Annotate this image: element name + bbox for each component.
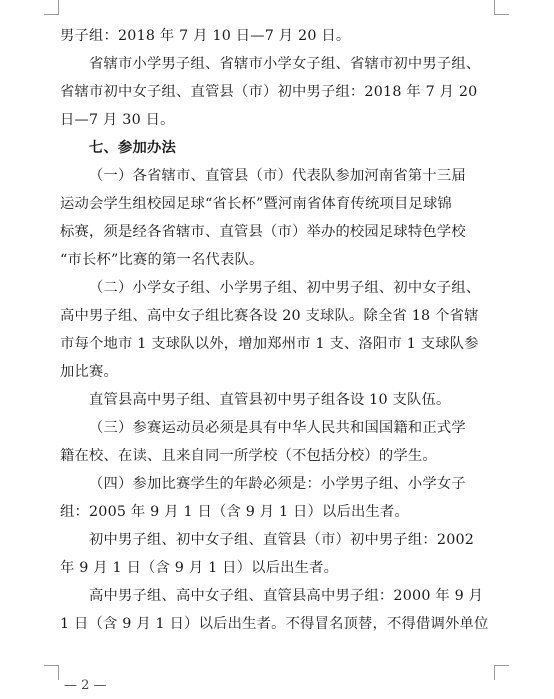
text-line: （一）各省辖市、直管县（市）代表队参加河南省第十三届: [89, 168, 466, 184]
text-line: （二）小学女子组、小学男子组、初中男子组、初中女子组、: [89, 280, 481, 296]
text-line: 日—7 月 30 日。: [60, 112, 175, 128]
text-line: （四）参加比赛学生的年龄必须是：小学男子组、小学女子: [89, 476, 466, 492]
corner-mark-top-left: [44, 0, 59, 15]
text-line: 省辖市初中女子组、直管县（市）初中男子组：2018 年 7 月 20: [60, 84, 478, 100]
text-line: 运动会学生组校园足球“省长杯”暨河南省体育传统项目足球锦: [60, 196, 452, 212]
text-line: 市每个地市 1 支球队以外，增加郑州市 1 支、洛阳市 1 支球队参: [60, 336, 479, 352]
text-line: 省辖市小学男子组、省辖市小学女子组、省辖市初中男子组、: [89, 56, 481, 72]
text-line: 加比赛。: [60, 364, 118, 380]
text-line: 1 日（含 9 月 1 日）以后出生者。不得冒名顶替，不得借调外单位: [60, 616, 489, 632]
text-line: 年 9 月 1 日（含 9 月 1 日）以后出生者。: [60, 560, 339, 576]
text-line: 高中男子组、高中女子组、直管县高中男子组：2000 年 9 月: [89, 588, 484, 604]
corner-mark-bottom-left: [44, 665, 59, 680]
page-number: — 2 —: [64, 678, 107, 693]
text-line: 男子组：2018 年 7 月 10 日—7 月 20 日。: [60, 28, 351, 44]
corner-mark-bottom-right: [494, 665, 509, 680]
text-line: 直管县高中男子组、直管县初中男子组各设 10 支队伍。: [89, 392, 451, 408]
corner-mark-top-right: [494, 0, 509, 15]
text-line: 初中男子组、初中女子组、直管县（市）初中男子组：2002: [89, 532, 475, 548]
section-heading: 七、参加办法: [89, 140, 176, 156]
text-line: 组：2005 年 9 月 1 日（含 9 月 1 日）以后出生者。: [60, 504, 410, 520]
text-line: 高中男子组、高中女子组比赛各设 20 支球队。除全省 18 个省辖: [60, 308, 479, 324]
text-line: （三）参赛运动员必须是具有中华人民共和国国籍和正式学: [89, 420, 466, 436]
text-line: 籍在校、在读、且来自同一所学校（不包括分校）的学生。: [60, 448, 437, 464]
text-line: 标赛，须是经各省辖市、直管县（市）举办的校园足球特色学校: [60, 224, 466, 240]
document-body: [60, 26, 498, 642]
text-line: “市长杯”比赛的第一名代表队。: [60, 252, 264, 268]
